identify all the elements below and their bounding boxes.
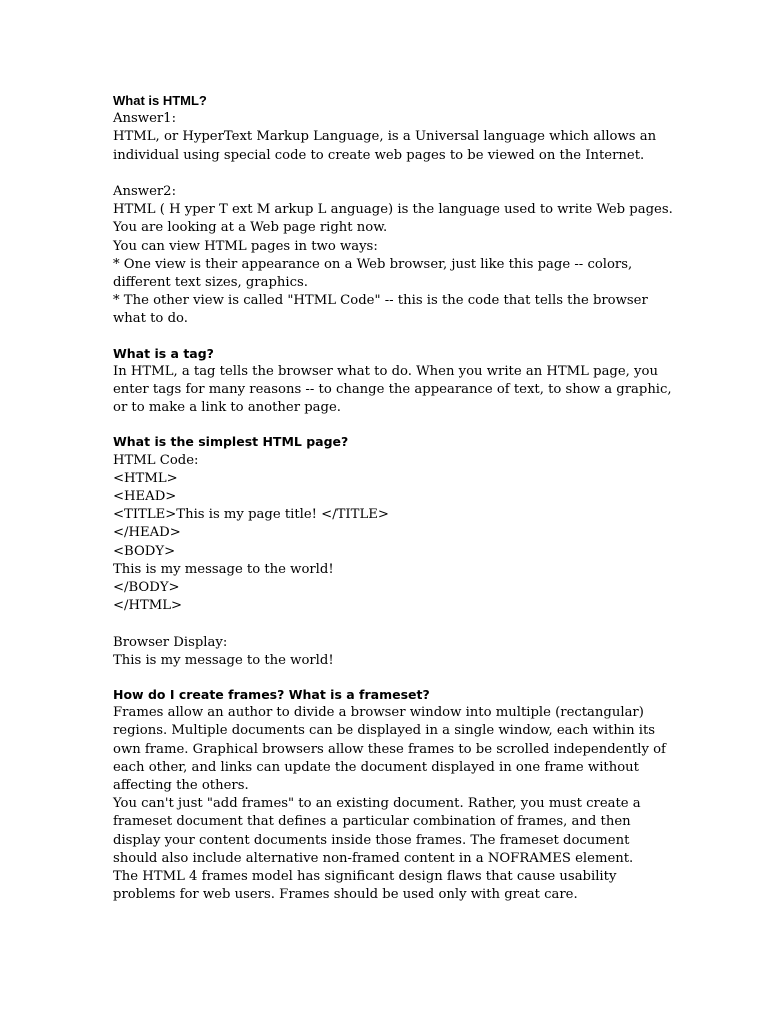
body-line: You can't just "add frames" to an existing document. Rather, you must create a — [113, 796, 641, 812]
body-line: what to do. — [113, 311, 188, 327]
code-line: </BODY> — [113, 580, 180, 596]
body-line: You are looking at a Web page right now. — [113, 220, 388, 236]
body-line: should also include alternative non-framed content in a NOFRAMES element. — [113, 850, 634, 866]
section-gap — [113, 417, 673, 433]
document-page — [113, 92, 673, 905]
body-line: Browser Display: — [113, 634, 228, 650]
section-heading-what-is-a-tag: What is a tag? — [113, 345, 214, 361]
body-line: individual using special code to create web pages to be viewed on the Internet. — [113, 147, 645, 163]
blank-line — [113, 615, 673, 633]
code-line: <TITLE>This is my page title! </TITLE> — [113, 507, 389, 523]
code-line: <HTML> — [113, 470, 178, 486]
section-heading-frames: How do I create frames? What is a frameset? — [113, 687, 430, 703]
section-gap — [113, 329, 673, 345]
body-line: different text sizes, graphics. — [113, 275, 308, 291]
code-line: </HEAD> — [113, 525, 181, 541]
code-line: <HEAD> — [113, 489, 177, 505]
body-line: regions. Multiple documents can be displayed in a single window, each within its — [113, 723, 656, 739]
body-line: enter tags for many reasons -- to change the appearance of text, to show a graphic, — [113, 382, 672, 398]
body-line: each other, and links can update the document displayed in one frame without — [113, 759, 639, 775]
body-line: HTML, or HyperText Markup Language, is a Universal language which allows an — [113, 129, 657, 145]
body-line: or to make a link to another page. — [113, 400, 341, 416]
body-line: HTML ( H yper T ext M arkup L anguage) is the language used to write Web pages. — [113, 202, 673, 218]
body-line: Answer1: — [113, 111, 177, 127]
body-line: Frames allow an author to divide a browser window into multiple (rectangular) — [113, 705, 644, 721]
body-line: This is my message to the world! — [113, 652, 334, 668]
section-heading-simplest-html-page: What is the simplest HTML page? — [113, 434, 349, 450]
body-line: display your content documents inside those frames. The frameset document — [113, 832, 630, 848]
body-line: * The other view is called "HTML Code" -- this is the code that tells the browser — [113, 293, 648, 309]
body-line: You can view HTML pages in two ways: — [113, 238, 378, 254]
body-line: In HTML, a tag tells the browser what to do. When you write an HTML page, you — [113, 363, 658, 379]
blank-line — [113, 165, 673, 183]
body-line: * One view is their appearance on a Web browser, just like this page -- colors, — [113, 256, 633, 272]
body-line: affecting the others. — [113, 778, 249, 794]
body-line: problems for web users. Frames should be used only with great care. — [113, 887, 578, 903]
code-line: <BODY> — [113, 543, 176, 559]
code-line: This is my message to the world! — [113, 561, 334, 577]
body-line: HTML Code: — [113, 452, 199, 468]
section-gap — [113, 670, 673, 686]
section-heading-what-is-html: What is HTML? — [113, 93, 207, 108]
body-line: frameset document that defines a particular combination of frames, and then — [113, 814, 631, 830]
body-line: Answer2: — [113, 184, 177, 199]
code-line: </HTML> — [113, 598, 183, 614]
body-line: The HTML 4 frames model has significant design flaws that cause usability — [113, 869, 617, 885]
body-line: own frame. Graphical browsers allow these frames to be scrolled independently of — [113, 741, 666, 757]
